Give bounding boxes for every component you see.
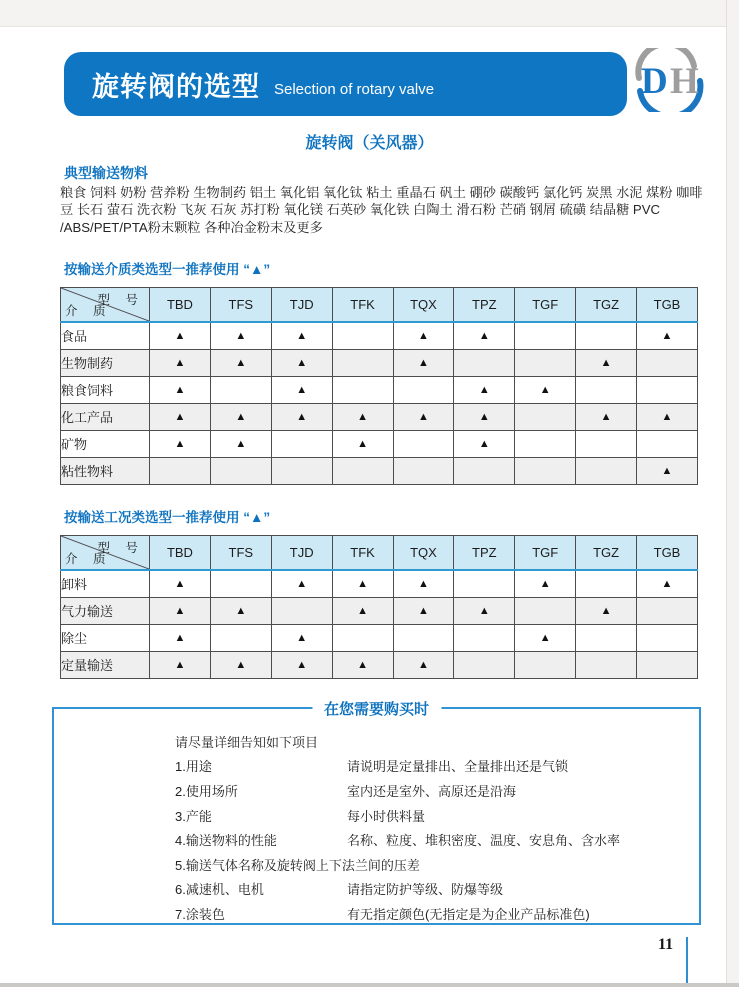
recommended-triangle-mark: ▲ xyxy=(150,349,211,376)
table2-heading: 按输送工况类选型一推荐使用 “▲” xyxy=(64,510,271,525)
condition-selection-table xyxy=(60,535,698,679)
table-row xyxy=(61,349,698,376)
empty-cell xyxy=(576,457,637,484)
row-label: 生物制药 xyxy=(61,349,150,376)
table1-heading: 按输送介质类选型一推荐使用 “▲” xyxy=(64,262,271,277)
purchase-box-content xyxy=(54,729,699,926)
purchase-info-box xyxy=(52,701,701,925)
column-header-tbd: TBD xyxy=(150,536,211,571)
recommended-triangle-mark: ▲ xyxy=(210,349,271,376)
purchase-item-description: 名称、粒度、堆积密度、温度、安息角、含水率 xyxy=(347,833,621,849)
empty-cell xyxy=(454,651,515,678)
recommended-triangle-mark: ▲ xyxy=(271,624,332,651)
recommended-triangle-mark: ▲ xyxy=(332,570,393,597)
recommended-triangle-mark: ▲ xyxy=(454,376,515,403)
recommended-triangle-mark: ▲ xyxy=(150,430,211,457)
corner-header-cell xyxy=(61,288,150,323)
column-header-tgb: TGB xyxy=(637,536,698,571)
page-bottom-edge xyxy=(0,983,739,987)
recommended-triangle-mark: ▲ xyxy=(150,651,211,678)
purchase-item-label: 2.使用场所 xyxy=(175,783,238,799)
purchase-item-row xyxy=(175,754,699,779)
recommended-triangle-mark: ▲ xyxy=(454,322,515,349)
purchase-item-description: 请说明是定量排出、全量排出还是气锁 xyxy=(347,759,569,775)
recommended-triangle-mark: ▲ xyxy=(393,403,454,430)
corner-label-model: 型 号 xyxy=(97,293,144,307)
empty-cell xyxy=(637,430,698,457)
recommended-triangle-mark: ▲ xyxy=(576,403,637,430)
purchase-item-row xyxy=(175,778,699,803)
recommended-triangle-mark: ▲ xyxy=(150,376,211,403)
recommended-triangle-mark: ▲ xyxy=(454,430,515,457)
column-header-tfs: TFS xyxy=(210,536,271,571)
purchase-item-row xyxy=(175,827,699,852)
empty-cell xyxy=(637,597,698,624)
empty-cell xyxy=(393,430,454,457)
recommended-triangle-mark: ▲ xyxy=(393,570,454,597)
empty-cell xyxy=(150,457,211,484)
purchase-item-label: 6.减速机、电机 xyxy=(175,882,264,898)
recommended-triangle-mark: ▲ xyxy=(393,349,454,376)
empty-cell xyxy=(576,376,637,403)
page-number: 11 xyxy=(658,936,674,953)
recommended-triangle-mark: ▲ xyxy=(271,376,332,403)
purchase-item-row xyxy=(175,901,699,926)
column-header-tjd: TJD xyxy=(271,536,332,571)
recommended-triangle-mark: ▲ xyxy=(210,403,271,430)
dh-logo-icon xyxy=(628,48,716,112)
purchase-item-description: 每小时供料量 xyxy=(347,808,426,824)
column-header-tjd: TJD xyxy=(271,288,332,323)
recommended-triangle-mark: ▲ xyxy=(210,430,271,457)
empty-cell xyxy=(210,624,271,651)
empty-cell xyxy=(332,457,393,484)
column-header-tqx: TQX xyxy=(393,536,454,571)
empty-cell xyxy=(332,322,393,349)
recommended-triangle-mark: ▲ xyxy=(454,597,515,624)
purchase-item-row xyxy=(175,852,699,877)
table-header-row xyxy=(61,288,698,323)
corner-label-model: 型 号 xyxy=(97,541,144,555)
empty-cell xyxy=(515,430,576,457)
row-label: 气力输送 xyxy=(61,597,150,624)
recommended-triangle-mark: ▲ xyxy=(332,651,393,678)
empty-cell xyxy=(332,349,393,376)
empty-cell xyxy=(393,457,454,484)
column-header-tfk: TFK xyxy=(332,288,393,323)
purchase-item-row xyxy=(175,877,699,902)
recommended-triangle-mark: ▲ xyxy=(150,624,211,651)
header-banner xyxy=(64,52,627,116)
purchase-item-description: 有无指定颜色(无指定是为企业产品标准色) xyxy=(347,906,590,922)
empty-cell xyxy=(637,624,698,651)
empty-cell xyxy=(576,430,637,457)
table-row xyxy=(61,403,698,430)
recommended-triangle-mark: ▲ xyxy=(150,570,211,597)
recommended-triangle-mark: ▲ xyxy=(150,322,211,349)
recommended-triangle-mark: ▲ xyxy=(637,403,698,430)
empty-cell xyxy=(454,457,515,484)
purchase-item-description: 室内还是室外、高原还是沿海 xyxy=(347,783,517,799)
empty-cell xyxy=(637,349,698,376)
table-row xyxy=(61,457,698,484)
row-label: 化工产品 xyxy=(61,403,150,430)
recommended-triangle-mark: ▲ xyxy=(150,597,211,624)
corner-label-media: 介 质 xyxy=(65,552,112,566)
logo-letter-h: H xyxy=(670,61,699,102)
table-row xyxy=(61,597,698,624)
column-header-tqx: TQX xyxy=(393,288,454,323)
purchase-item-label: 7.涂装色 xyxy=(175,906,225,922)
recommended-triangle-mark: ▲ xyxy=(393,651,454,678)
recommended-triangle-mark: ▲ xyxy=(210,597,271,624)
row-label: 粮食饲料 xyxy=(61,376,150,403)
empty-cell xyxy=(515,349,576,376)
recommended-triangle-mark: ▲ xyxy=(576,349,637,376)
empty-cell xyxy=(576,624,637,651)
empty-cell xyxy=(210,570,271,597)
empty-cell xyxy=(271,457,332,484)
purchase-item-label: 4.输送物料的性能 xyxy=(175,833,277,849)
materials-list-text: 粮食 饲料 奶粉 营养粉 生物制药 铝土 氧化铝 氧化钛 粘土 重晶石 矾土 硼砂 碳酸钙 氯化钙 炭黑 水泥 煤粉 咖啡豆 长石 萤石 洗衣粉 飞灰 石灰 苏打粉 氧化镁 石英砂 氧化铁 白陶土 滑石粉 芒硝 钢屑 硫磺 结晶糖 PVC /ABS/PET/PTA粉末颗粒 各种冶金粉末及更多 xyxy=(60,185,703,235)
table-row xyxy=(61,376,698,403)
recommended-triangle-mark: ▲ xyxy=(637,322,698,349)
recommended-triangle-mark: ▲ xyxy=(393,597,454,624)
empty-cell xyxy=(515,403,576,430)
empty-cell xyxy=(271,597,332,624)
purchase-item-label: 1.用途 xyxy=(175,759,212,775)
recommended-triangle-mark: ▲ xyxy=(150,403,211,430)
column-header-tfk: TFK xyxy=(332,536,393,571)
empty-cell xyxy=(454,624,515,651)
column-header-tgf: TGF xyxy=(515,536,576,571)
column-header-tfs: TFS xyxy=(210,288,271,323)
recommended-triangle-mark: ▲ xyxy=(332,430,393,457)
corner-header-cell xyxy=(61,536,150,571)
column-header-tgb: TGB xyxy=(637,288,698,323)
recommended-triangle-mark: ▲ xyxy=(515,376,576,403)
recommended-triangle-mark: ▲ xyxy=(393,322,454,349)
recommended-triangle-mark: ▲ xyxy=(271,322,332,349)
empty-cell xyxy=(210,457,271,484)
section-subtitle: 旋转阀（关风器） xyxy=(305,135,434,152)
purchase-item-label: 3.产能 xyxy=(175,808,212,824)
recommended-triangle-mark: ▲ xyxy=(210,322,271,349)
column-header-tbd: TBD xyxy=(150,288,211,323)
empty-cell xyxy=(454,349,515,376)
column-header-tgz: TGZ xyxy=(576,536,637,571)
page-top-edge xyxy=(0,0,739,27)
empty-cell xyxy=(515,322,576,349)
empty-cell xyxy=(637,376,698,403)
empty-cell xyxy=(332,624,393,651)
recommended-triangle-mark: ▲ xyxy=(271,349,332,376)
empty-cell xyxy=(332,376,393,403)
recommended-triangle-mark: ▲ xyxy=(515,624,576,651)
page-title-english: Selection of rotary valve xyxy=(274,80,435,98)
empty-cell xyxy=(393,624,454,651)
table-row xyxy=(61,430,698,457)
row-label: 卸料 xyxy=(61,570,150,597)
recommended-triangle-mark: ▲ xyxy=(332,403,393,430)
purchase-intro: 请尽量详细告知如下项目 xyxy=(175,734,319,750)
recommended-triangle-mark: ▲ xyxy=(271,651,332,678)
empty-cell xyxy=(576,322,637,349)
media-selection-table xyxy=(60,287,698,485)
table-row xyxy=(61,322,698,349)
empty-cell xyxy=(515,597,576,624)
recommended-triangle-mark: ▲ xyxy=(637,457,698,484)
column-header-tgf: TGF xyxy=(515,288,576,323)
empty-cell xyxy=(637,651,698,678)
row-label: 矿物 xyxy=(61,430,150,457)
column-header-tgz: TGZ xyxy=(576,288,637,323)
column-header-tpz: TPZ xyxy=(454,288,515,323)
empty-cell xyxy=(515,457,576,484)
empty-cell xyxy=(393,376,454,403)
empty-cell xyxy=(271,430,332,457)
page-title: 旋转阀的选型 xyxy=(92,71,260,102)
logo-letter-d: D xyxy=(641,61,668,102)
corner-label-media: 介 质 xyxy=(65,304,112,318)
column-header-tpz: TPZ xyxy=(454,536,515,571)
purchase-item-label: 5.输送气体名称及旋转阀上下法兰间的压差 xyxy=(175,857,420,873)
empty-cell xyxy=(576,651,637,678)
row-label: 定量输送 xyxy=(61,651,150,678)
recommended-triangle-mark: ▲ xyxy=(515,570,576,597)
materials-heading: 典型输送物料 xyxy=(64,165,148,181)
recommended-triangle-mark: ▲ xyxy=(454,403,515,430)
recommended-triangle-mark: ▲ xyxy=(637,570,698,597)
empty-cell xyxy=(576,570,637,597)
empty-cell xyxy=(210,376,271,403)
table-row xyxy=(61,624,698,651)
purchase-box-title: 在您需要购买时 xyxy=(312,698,441,719)
recommended-triangle-mark: ▲ xyxy=(210,651,271,678)
table-header-row xyxy=(61,536,698,571)
row-label: 除尘 xyxy=(61,624,150,651)
table-row xyxy=(61,570,698,597)
table-row xyxy=(61,651,698,678)
page-number-divider xyxy=(686,937,688,983)
purchase-item-description: 请指定防护等级、防爆等级 xyxy=(347,882,504,898)
purchase-intro-row xyxy=(175,729,699,754)
row-label: 粘性物料 xyxy=(61,457,150,484)
empty-cell xyxy=(454,570,515,597)
empty-cell xyxy=(515,651,576,678)
row-label: 食品 xyxy=(61,322,150,349)
recommended-triangle-mark: ▲ xyxy=(576,597,637,624)
purchase-item-row xyxy=(175,803,699,828)
recommended-triangle-mark: ▲ xyxy=(332,597,393,624)
recommended-triangle-mark: ▲ xyxy=(271,570,332,597)
recommended-triangle-mark: ▲ xyxy=(271,403,332,430)
